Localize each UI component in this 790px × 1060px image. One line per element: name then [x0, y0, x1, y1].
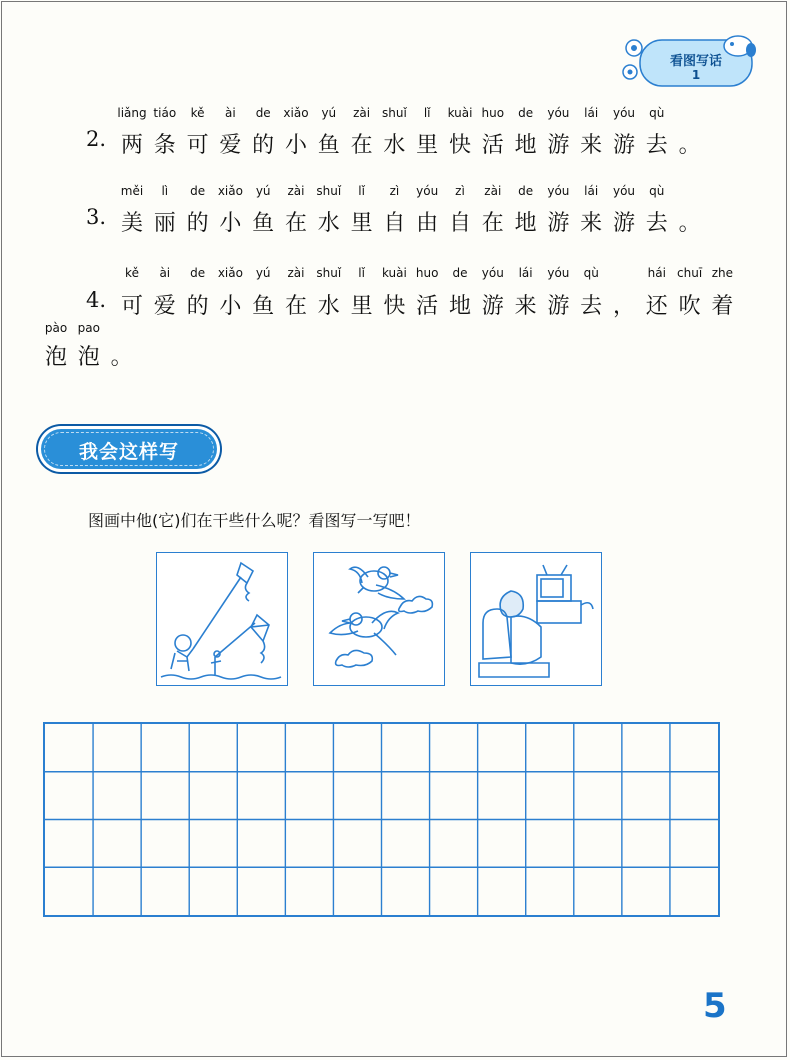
pinyin-syllable: kuài: [381, 266, 407, 280]
pinyin-syllable: tiáo: [153, 106, 177, 120]
pinyin-syllable: de: [452, 266, 468, 280]
hanzi-char: 快: [448, 133, 471, 158]
hanzi-char: 小: [219, 294, 242, 319]
pinyin-syllable: yóu: [547, 106, 570, 120]
hanzi-char: 去: [645, 133, 668, 158]
hanzi-char: 鱼: [252, 211, 275, 236]
pinyin-syllable: yóu: [612, 106, 636, 120]
sentence-number: 2.: [86, 127, 107, 151]
hanzi-char: 的: [186, 294, 209, 319]
hanzi-char: 地: [514, 133, 537, 158]
hanzi-char: 快: [383, 294, 406, 319]
hanzi-char: 爱: [153, 294, 176, 319]
pinyin-syllable: lái: [518, 266, 533, 280]
hanzi-char: 条: [153, 133, 176, 158]
kite-flying-picture: [156, 552, 288, 686]
hanzi-char: 自: [448, 211, 471, 236]
sentence-number: 3.: [86, 205, 107, 229]
hanzi-char: 游: [547, 211, 570, 236]
pinyin-syllable: de: [518, 184, 534, 198]
hanzi-char: 自: [383, 211, 406, 236]
birds-flying-illustration: [314, 553, 444, 685]
hanzi-char: ，: [612, 294, 635, 319]
watching-tv-picture: [470, 552, 602, 686]
page-number: 5: [703, 986, 727, 1026]
pinyin-syllable: zài: [287, 184, 305, 198]
hanzi-char: 泡: [77, 345, 100, 370]
hanzi-char: 丽: [153, 211, 176, 236]
pinyin-syllable: kě: [125, 266, 139, 280]
hanzi-char: 游: [481, 294, 504, 319]
hanzi-char: 吹: [678, 294, 701, 319]
lesson-badge: [618, 32, 768, 92]
pinyin-syllable: qù: [649, 106, 665, 120]
pinyin-syllable: lǐ: [358, 266, 365, 280]
pinyin-syllable: lì: [161, 184, 169, 198]
pinyin-syllable: shuǐ: [381, 106, 407, 120]
hanzi-char: 的: [186, 211, 209, 236]
hanzi-char: 去: [645, 211, 668, 236]
pinyin-syllable: qù: [649, 184, 665, 198]
pinyin-syllable: xiǎo: [283, 106, 309, 120]
hanzi-char: 去: [580, 294, 603, 319]
hanzi-char: 游: [612, 133, 635, 158]
pinyin-syllable: kuài: [447, 106, 473, 120]
hanzi-char: 在: [284, 211, 307, 236]
hanzi-char: 可: [186, 133, 209, 158]
pinyin-syllable: xiǎo: [217, 266, 243, 280]
hanzi-char: 着: [711, 294, 734, 319]
hanzi-char: 可: [120, 294, 143, 319]
pinyin-syllable: de: [255, 106, 271, 120]
hanzi-char: 在: [284, 294, 307, 319]
pinyin-syllable: zài: [484, 184, 502, 198]
section-title: 我会这样写: [78, 441, 179, 463]
pinyin-syllable: huo: [481, 106, 505, 120]
hanzi-char: 在: [481, 211, 504, 236]
pinyin-syllable: shuǐ: [316, 184, 342, 198]
hanzi-char: 小: [284, 133, 307, 158]
pinyin-syllable: zì: [389, 184, 400, 198]
hanzi-char: 小: [219, 211, 242, 236]
hanzi-char: 。: [110, 345, 133, 370]
kite-flying-illustration: [157, 553, 287, 685]
pinyin-syllable: lái: [584, 106, 599, 120]
pinyin-syllable: zhe: [711, 266, 734, 280]
instruction-text: 图画中他(它)们在干些什么呢？看图写一写吧！: [88, 511, 421, 530]
badge-number: 1: [691, 68, 701, 82]
pinyin-syllable: zài: [353, 106, 371, 120]
pinyin-syllable: zài: [287, 266, 305, 280]
hanzi-char: 水: [317, 294, 340, 319]
pinyin-syllable: de: [190, 184, 206, 198]
pinyin-syllable: hái: [647, 266, 666, 280]
pinyin-syllable: měi: [120, 184, 144, 198]
pinyin-syllable: yú: [255, 184, 271, 198]
hanzi-char: 的: [252, 133, 275, 158]
pinyin-syllable: yóu: [547, 266, 570, 280]
pinyin-syllable: yóu: [612, 184, 636, 198]
hanzi-char: 游: [547, 133, 570, 158]
pinyin-syllable: pao: [77, 321, 100, 335]
pinyin-syllable: ài: [225, 106, 236, 120]
badge-title: 看图写话: [669, 54, 722, 69]
hanzi-char: 里: [350, 211, 373, 236]
hanzi-char: 地: [448, 294, 471, 319]
hanzi-char: 两: [120, 133, 143, 158]
hanzi-char: 由: [416, 211, 439, 236]
hanzi-char: 来: [580, 211, 603, 236]
hanzi-char: 还: [645, 294, 668, 319]
pinyin-syllable: de: [518, 106, 534, 120]
pinyin-syllable: chuī: [677, 266, 703, 280]
pinyin-syllable: zì: [455, 184, 465, 198]
hanzi-char: 地: [514, 211, 537, 236]
writing-grid-lines: [45, 724, 718, 915]
pinyin-syllable: yóu: [416, 184, 439, 198]
hanzi-char: 游: [547, 294, 570, 319]
hanzi-char: 在: [350, 133, 373, 158]
pinyin-syllable: shuǐ: [316, 266, 342, 280]
pinyin-syllable: liǎng: [117, 106, 147, 120]
hanzi-char: 水: [383, 133, 406, 158]
pinyin-syllable: de: [190, 266, 206, 280]
pinyin-syllable: pào: [44, 321, 68, 335]
pinyin-syllable: yóu: [481, 266, 504, 280]
hanzi-char: 。: [678, 133, 701, 158]
watching-tv-illustration: [471, 553, 601, 685]
section-title-pill: [38, 426, 220, 472]
hanzi-char: 水: [317, 211, 340, 236]
hanzi-char: 游: [612, 211, 635, 236]
pinyin-syllable: ài: [159, 266, 171, 280]
sentence-number: 4.: [86, 288, 107, 312]
pinyin-syllable: qù: [583, 266, 599, 280]
pinyin-syllable: xiǎo: [217, 184, 243, 198]
writing-grid[interactable]: [43, 722, 720, 917]
hanzi-char: 美: [120, 211, 143, 236]
hanzi-char: 泡: [44, 345, 67, 370]
pinyin-syllable: lǐ: [358, 184, 365, 198]
pinyin-syllable: kě: [190, 106, 205, 120]
pinyin-syllable: lái: [584, 184, 599, 198]
hanzi-char: 活: [416, 294, 439, 319]
hanzi-char: 来: [580, 133, 603, 158]
hanzi-char: 。: [678, 211, 701, 236]
pinyin-syllable: huo: [415, 266, 439, 280]
pinyin-syllable: yú: [255, 266, 271, 280]
pinyin-syllable: lǐ: [423, 106, 431, 120]
hanzi-char: 爱: [219, 133, 242, 158]
hanzi-char: 来: [514, 294, 537, 319]
pinyin-syllable: yú: [321, 106, 337, 120]
hanzi-char: 鱼: [252, 294, 275, 319]
hanzi-char: 活: [481, 133, 504, 158]
birds-flying-picture: [313, 552, 445, 686]
hanzi-char: 鱼: [317, 133, 340, 158]
pinyin-syllable: yóu: [547, 184, 570, 198]
hanzi-char: 里: [416, 133, 439, 158]
hanzi-char: 里: [350, 294, 373, 319]
